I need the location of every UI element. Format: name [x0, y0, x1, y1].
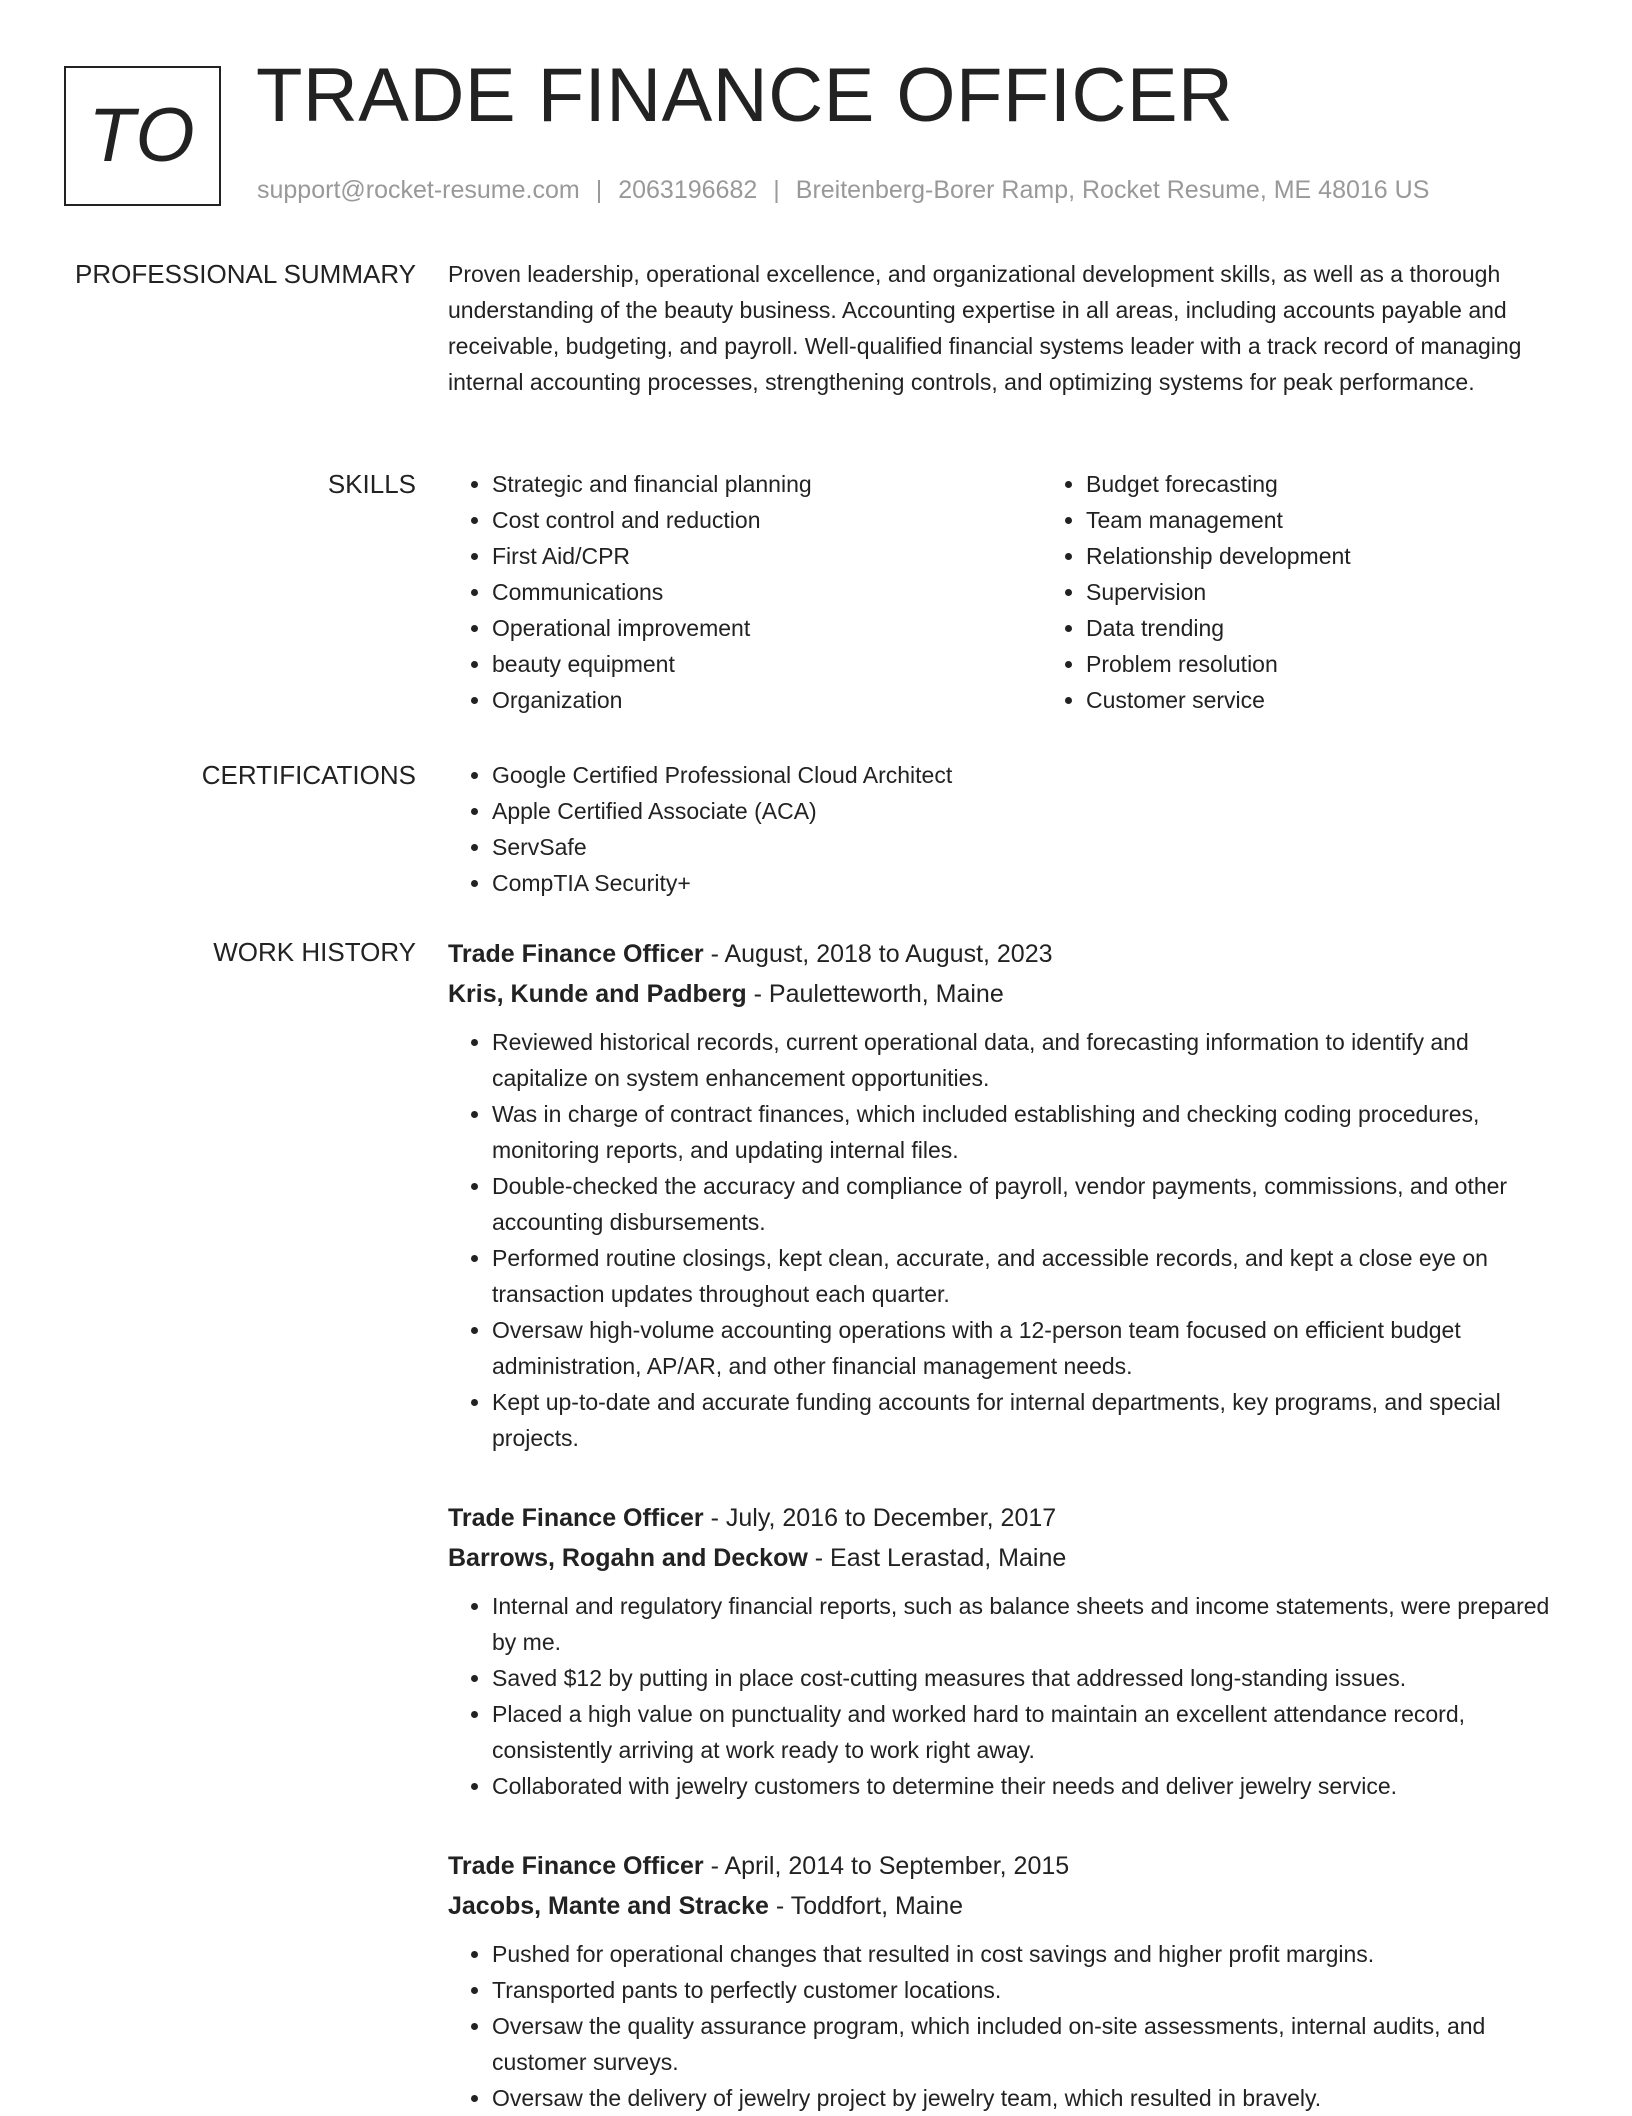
certification-item: • Google Certified Professional Cloud Architect: [492, 757, 1566, 793]
job-role: Trade Finance Officer: [448, 1504, 704, 1532]
skill-item: • Cost control and reduction: [492, 502, 1042, 538]
skills-list-right: [1042, 466, 1632, 718]
job-entry: [448, 934, 1566, 1456]
monogram-initials: TO: [88, 93, 197, 178]
certification-item: • CompTIA Security+: [492, 865, 1566, 901]
job-bullet: • Collaborated with jewelry customers to determine their needs and deliver jewelry service.: [492, 1768, 1566, 1804]
job-company-line: [448, 974, 1566, 1014]
skill-item: • Communications: [492, 574, 1042, 610]
skill-item: • beauty equipment: [492, 646, 1042, 682]
monogram-badge: [64, 66, 221, 206]
skill-item: • Relationship development: [1086, 538, 1632, 574]
job-dates: - April, 2014 to September, 2015: [703, 1852, 1070, 1880]
job-location: - Pauletteworth, Maine: [746, 980, 1004, 1008]
skill-item: • Organization: [492, 682, 1042, 718]
job-location: - East Lerastad, Maine: [807, 1544, 1067, 1572]
job-bullet: • Oversaw high-volume accounting operations with a 12-person team focused on efficient budget administration, AP/AR, and other financial management needs.: [492, 1312, 1566, 1384]
contact-phone[interactable]: 2063196682: [618, 176, 758, 204]
certification-item: • Apple Certified Associate (ACA): [492, 793, 1566, 829]
summary-text: Proven leadership, operational excellence, and organizational development skills, as well as a thorough understanding of the beauty business. Accounting expertise in all areas, including accounts payable and receivable, budgeting, and payroll. Well-qualified financial systems leader with a track record of managing internal accounting processes, strengthening controls, and optimizing systems for peak performance.: [448, 261, 1522, 395]
job-bullet: • Pushed for operational changes that resulted in cost savings and higher profit margins.: [492, 1936, 1566, 1972]
job-bullets: [448, 1936, 1566, 2116]
section-title-summary: PROFESSIONAL SUMMARY: [75, 259, 416, 289]
job-company-line: [448, 1886, 1566, 1926]
job-entry: [448, 1498, 1566, 1804]
skill-item: • Supervision: [1086, 574, 1632, 610]
job-bullet: • Was in charge of contract finances, which included establishing and checking coding procedures, monitoring reports, and updating internal files.: [492, 1096, 1566, 1168]
job-bullet: • Oversaw the delivery of jewelry project by jewelry team, which resulted in bravely.: [492, 2080, 1566, 2116]
job-bullet: • Double-checked the accuracy and compliance of payroll, vendor payments, commissions, and other accounting disbursements.: [492, 1168, 1566, 1240]
job-bullets: [448, 1024, 1566, 1456]
job-title-line: [448, 934, 1566, 974]
job-company: Kris, Kunde and Padberg: [448, 980, 747, 1008]
contact-separator: |: [773, 176, 780, 204]
skill-item: • Problem resolution: [1086, 646, 1632, 682]
contact-line: [257, 176, 1429, 205]
skill-item: • First Aid/CPR: [492, 538, 1042, 574]
job-dates: - July, 2016 to December, 2017: [703, 1504, 1057, 1532]
job-bullet: • Reviewed historical records, current operational data, and forecasting information to identify and capitalize on system enhancement opportunities.: [492, 1024, 1566, 1096]
job-bullet: • Internal and regulatory financial reports, such as balance sheets and income statements, were prepared by me.: [492, 1588, 1566, 1660]
skill-item: • Operational improvement: [492, 610, 1042, 646]
job-bullet: • Saved $12 by putting in place cost-cutting measures that addressed long-standing issues.: [492, 1660, 1566, 1696]
job-bullet: • Placed a high value on punctuality and worked hard to maintain an excellent attendance record, consistently arriving at work ready to work right away.: [492, 1696, 1566, 1768]
section-title-certifications: CERTIFICATIONS: [201, 760, 416, 790]
skill-item: • Team management: [1086, 502, 1632, 538]
job-company: Jacobs, Mante and Stracke: [448, 1892, 769, 1920]
job-bullet: • Oversaw the quality assurance program, which included on-site assessments, internal audits, and customer surveys.: [492, 2008, 1566, 2080]
job-entry: [448, 1846, 1566, 2116]
section-title-skills: SKILLS: [327, 469, 416, 499]
certification-item: • ServSafe: [492, 829, 1566, 865]
job-role: Trade Finance Officer: [448, 940, 704, 968]
job-bullet: • Performed routine closings, kept clean, accurate, and accessible records, and kept a close eye on transaction updates throughout each quarter.: [492, 1240, 1566, 1312]
job-company: Barrows, Rogahn and Deckow: [448, 1544, 808, 1572]
job-dates: - August, 2018 to August, 2023: [703, 940, 1053, 968]
skills-list-left: [448, 466, 1042, 718]
job-title-line: [448, 1498, 1566, 1538]
job-location: - Toddfort, Maine: [768, 1892, 964, 1920]
job-bullet: • Kept up-to-date and accurate funding accounts for internal departments, key programs, and special projects.: [492, 1384, 1566, 1456]
skill-item: • Budget forecasting: [1086, 466, 1632, 502]
job-bullets: [448, 1588, 1566, 1804]
certifications-list: [448, 757, 1566, 901]
contact-email[interactable]: support@rocket-resume.com: [257, 176, 580, 204]
job-company-line: [448, 1538, 1566, 1578]
skill-item: • Strategic and financial planning: [492, 466, 1042, 502]
contact-separator: |: [595, 176, 603, 204]
section-title-work-history: WORK HISTORY: [213, 937, 416, 967]
contact-address: Breitenberg-Borer Ramp, Rocket Resume, ME 48016 US: [795, 176, 1430, 204]
skill-item: • Data trending: [1086, 610, 1632, 646]
job-title-line: [448, 1846, 1566, 1886]
resume-title: TRADE FINANCE OFFICER: [256, 53, 1234, 138]
job-bullet: • Transported pants to perfectly customer locations.: [492, 1972, 1566, 2008]
job-role: Trade Finance Officer: [448, 1852, 704, 1880]
skill-item: • Customer service: [1086, 682, 1632, 718]
